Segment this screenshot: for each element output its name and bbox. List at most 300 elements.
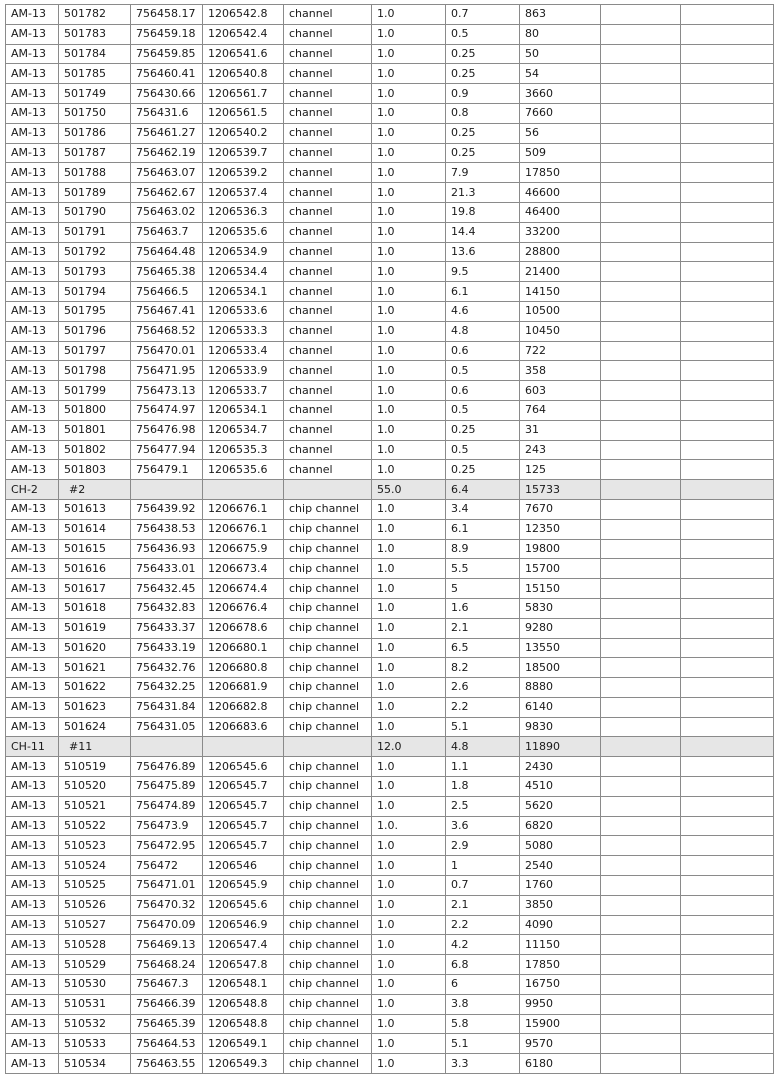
cell-grade: 3.3 (446, 1054, 520, 1074)
cell-value: 4090 (520, 915, 601, 935)
cell-sample-type: chip channel (284, 856, 372, 876)
cell-value: 6180 (520, 1054, 601, 1074)
cell-sample-type: channel (284, 222, 372, 242)
cell-length: 1.0 (372, 301, 446, 321)
table-row (6, 697, 774, 717)
cell-easting: 756438.53 (131, 519, 203, 539)
cell-extra-a (601, 935, 681, 955)
cell-extra-b (681, 420, 774, 440)
cell-sample-type: channel (284, 5, 372, 25)
cell-northing: 1206536.3 (203, 202, 284, 222)
cell-easting (131, 737, 203, 757)
cell-easting: 756432.45 (131, 579, 203, 599)
cell-extra-a (601, 678, 681, 698)
table-row (6, 381, 774, 401)
cell-easting: 756469.13 (131, 935, 203, 955)
cell-extra-a (601, 1014, 681, 1034)
cell-sample-id: 510527 (59, 915, 131, 935)
cell-project: AM-13 (6, 242, 59, 262)
cell-length: 55.0 (372, 480, 446, 500)
cell-grade: 5.5 (446, 559, 520, 579)
cell-extra-b (681, 955, 774, 975)
cell-sample-id: 510532 (59, 1014, 131, 1034)
cell-length: 1.0 (372, 222, 446, 242)
table-row (6, 64, 774, 84)
cell-northing: 1206540.2 (203, 123, 284, 143)
cell-easting: 756466.5 (131, 282, 203, 302)
cell-northing: 1206534.1 (203, 282, 284, 302)
cell-value: 19800 (520, 539, 601, 559)
table-row (6, 183, 774, 203)
cell-northing: 1206545.9 (203, 876, 284, 896)
table-row (6, 262, 774, 282)
cell-value: 358 (520, 361, 601, 381)
cell-sample-id: 501616 (59, 559, 131, 579)
cell-grade: 1.1 (446, 757, 520, 777)
cell-easting: 756476.89 (131, 757, 203, 777)
cell-sample-type: chip channel (284, 678, 372, 698)
cell-extra-a (601, 876, 681, 896)
cell-grade: 19.8 (446, 202, 520, 222)
cell-northing (203, 737, 284, 757)
cell-extra-a (601, 341, 681, 361)
document-page (5, 4, 774, 1074)
cell-northing: 1206534.1 (203, 400, 284, 420)
cell-grade: 2.1 (446, 618, 520, 638)
cell-project: AM-13 (6, 579, 59, 599)
cell-extra-a (601, 321, 681, 341)
cell-extra-b (681, 658, 774, 678)
cell-sample-type: channel (284, 262, 372, 282)
cell-project: AM-13 (6, 499, 59, 519)
table-row (6, 301, 774, 321)
cell-sample-type: chip channel (284, 499, 372, 519)
cell-northing: 1206549.1 (203, 1034, 284, 1054)
cell-northing: 1206676.1 (203, 519, 284, 539)
cell-value: 5830 (520, 598, 601, 618)
cell-extra-b (681, 796, 774, 816)
cell-grade: 6.1 (446, 519, 520, 539)
cell-sample-id: 501749 (59, 84, 131, 104)
cell-grade: 4.6 (446, 301, 520, 321)
cell-sample-id: 501802 (59, 440, 131, 460)
cell-value: 2430 (520, 757, 601, 777)
cell-grade: 5.1 (446, 717, 520, 737)
cell-length: 1.0 (372, 598, 446, 618)
cell-project: AM-13 (6, 460, 59, 480)
cell-easting: 756463.02 (131, 202, 203, 222)
table-row (6, 658, 774, 678)
cell-value: 28800 (520, 242, 601, 262)
table-row (6, 242, 774, 262)
cell-easting (131, 480, 203, 500)
cell-length: 1.0 (372, 242, 446, 262)
cell-grade: 2.2 (446, 697, 520, 717)
cell-grade: 3.6 (446, 816, 520, 836)
cell-grade: 1.6 (446, 598, 520, 618)
cell-easting: 756460.41 (131, 64, 203, 84)
cell-sample-type: channel (284, 282, 372, 302)
cell-project: CH-2 (6, 480, 59, 500)
cell-length: 1.0 (372, 163, 446, 183)
cell-sample-type: channel (284, 64, 372, 84)
cell-grade: 0.25 (446, 143, 520, 163)
cell-northing: 1206545.7 (203, 816, 284, 836)
cell-northing: 1206545.6 (203, 895, 284, 915)
table-row (6, 638, 774, 658)
cell-northing: 1206548.8 (203, 994, 284, 1014)
cell-project: AM-13 (6, 559, 59, 579)
cell-value: 16750 (520, 975, 601, 995)
cell-extra-a (601, 915, 681, 935)
cell-extra-a (601, 163, 681, 183)
cell-easting: 756430.66 (131, 84, 203, 104)
cell-extra-b (681, 579, 774, 599)
cell-grade: 4.8 (446, 737, 520, 757)
cell-project: AM-13 (6, 777, 59, 797)
table-row (6, 400, 774, 420)
cell-value: 603 (520, 381, 601, 401)
cell-sample-id: 501620 (59, 638, 131, 658)
cell-extra-a (601, 381, 681, 401)
cell-sample-id: #2 (59, 480, 131, 500)
cell-length: 1.0 (372, 381, 446, 401)
cell-length: 1.0 (372, 460, 446, 480)
cell-easting: 756465.39 (131, 1014, 203, 1034)
cell-project: AM-13 (6, 856, 59, 876)
cell-length: 1.0 (372, 103, 446, 123)
table-row (6, 935, 774, 955)
cell-extra-b (681, 44, 774, 64)
cell-northing: 1206545.7 (203, 836, 284, 856)
cell-length: 1.0 (372, 935, 446, 955)
cell-project: AM-13 (6, 262, 59, 282)
cell-value: 4510 (520, 777, 601, 797)
table-row (6, 222, 774, 242)
cell-sample-type: chip channel (284, 598, 372, 618)
cell-project: AM-13 (6, 84, 59, 104)
cell-length: 1.0 (372, 84, 446, 104)
cell-extra-b (681, 777, 774, 797)
cell-sample-type: channel (284, 143, 372, 163)
cell-extra-a (601, 440, 681, 460)
cell-sample-type: chip channel (284, 519, 372, 539)
cell-extra-b (681, 539, 774, 559)
cell-sample-id: 510529 (59, 955, 131, 975)
cell-sample-type: channel (284, 420, 372, 440)
cell-sample-id: 501796 (59, 321, 131, 341)
cell-easting: 756467.41 (131, 301, 203, 321)
cell-extra-a (601, 658, 681, 678)
cell-easting: 756470.01 (131, 341, 203, 361)
cell-length: 1.0 (372, 64, 446, 84)
cell-extra-a (601, 44, 681, 64)
cell-length: 1.0 (372, 955, 446, 975)
cell-grade: 9.5 (446, 262, 520, 282)
cell-project: AM-13 (6, 618, 59, 638)
cell-sample-type: channel (284, 460, 372, 480)
cell-project: AM-13 (6, 361, 59, 381)
cell-sample-type: channel (284, 242, 372, 262)
cell-extra-b (681, 816, 774, 836)
cell-length: 1.0 (372, 361, 446, 381)
cell-length: 1.0 (372, 519, 446, 539)
table-row (6, 678, 774, 698)
cell-value: 31 (520, 420, 601, 440)
cell-extra-a (601, 24, 681, 44)
cell-value: 3850 (520, 895, 601, 915)
cell-extra-a (601, 84, 681, 104)
cell-easting: 756439.92 (131, 499, 203, 519)
cell-extra-b (681, 301, 774, 321)
cell-project: AM-13 (6, 5, 59, 25)
cell-sample-type: chip channel (284, 1054, 372, 1074)
summary-row (6, 737, 774, 757)
cell-grade: 2.2 (446, 915, 520, 935)
cell-northing: 1206547.8 (203, 955, 284, 975)
cell-sample-type: channel (284, 301, 372, 321)
cell-extra-a (601, 1034, 681, 1054)
cell-project: AM-13 (6, 935, 59, 955)
cell-sample-id: 510534 (59, 1054, 131, 1074)
cell-sample-id: 501783 (59, 24, 131, 44)
cell-project: AM-13 (6, 836, 59, 856)
cell-grade: 1 (446, 856, 520, 876)
cell-sample-id: 501614 (59, 519, 131, 539)
cell-sample-id: 501792 (59, 242, 131, 262)
cell-sample-id: 501787 (59, 143, 131, 163)
cell-extra-b (681, 103, 774, 123)
cell-sample-id: 501803 (59, 460, 131, 480)
cell-northing: 1206541.6 (203, 44, 284, 64)
cell-length: 1.0 (372, 440, 446, 460)
cell-northing: 1206539.7 (203, 143, 284, 163)
cell-easting: 756471.95 (131, 361, 203, 381)
cell-easting: 756431.05 (131, 717, 203, 737)
cell-easting: 756475.89 (131, 777, 203, 797)
cell-easting: 756464.48 (131, 242, 203, 262)
cell-length: 1.0 (372, 1054, 446, 1074)
cell-sample-id: 501784 (59, 44, 131, 64)
cell-value: 9830 (520, 717, 601, 737)
cell-value: 17850 (520, 163, 601, 183)
table-row (6, 321, 774, 341)
table-row (6, 816, 774, 836)
cell-value: 56 (520, 123, 601, 143)
cell-sample-id: 501791 (59, 222, 131, 242)
cell-grade: 0.6 (446, 381, 520, 401)
cell-sample-id: 510525 (59, 876, 131, 896)
cell-northing: 1206533.9 (203, 361, 284, 381)
cell-northing: 1206676.4 (203, 598, 284, 618)
cell-northing: 1206535.3 (203, 440, 284, 460)
cell-value: 722 (520, 341, 601, 361)
cell-sample-id: 501785 (59, 64, 131, 84)
cell-extra-b (681, 856, 774, 876)
cell-length: 1.0 (372, 183, 446, 203)
cell-length: 1.0 (372, 579, 446, 599)
cell-sample-id: 501801 (59, 420, 131, 440)
cell-sample-type: channel (284, 163, 372, 183)
cell-sample-type: chip channel (284, 618, 372, 638)
cell-value: 46400 (520, 202, 601, 222)
cell-grade: 2.9 (446, 836, 520, 856)
cell-grade: 0.5 (446, 440, 520, 460)
table-row (6, 796, 774, 816)
cell-extra-a (601, 123, 681, 143)
cell-extra-b (681, 499, 774, 519)
cell-extra-a (601, 559, 681, 579)
cell-sample-id: 501782 (59, 5, 131, 25)
table-body (6, 5, 774, 1074)
cell-sample-id: 501800 (59, 400, 131, 420)
cell-extra-a (601, 539, 681, 559)
cell-grade: 7.9 (446, 163, 520, 183)
cell-northing: 1206561.5 (203, 103, 284, 123)
cell-extra-a (601, 975, 681, 995)
cell-easting: 756432.25 (131, 678, 203, 698)
cell-value: 1760 (520, 876, 601, 896)
cell-length: 1.0 (372, 994, 446, 1014)
cell-extra-b (681, 737, 774, 757)
cell-grade: 0.25 (446, 123, 520, 143)
cell-extra-a (601, 420, 681, 440)
cell-length: 12.0 (372, 737, 446, 757)
cell-project: AM-13 (6, 381, 59, 401)
table-row (6, 460, 774, 480)
cell-grade: 8.9 (446, 539, 520, 559)
cell-sample-id: 510522 (59, 816, 131, 836)
cell-sample-id: 501618 (59, 598, 131, 618)
cell-grade: 0.7 (446, 876, 520, 896)
cell-value: 14150 (520, 282, 601, 302)
table-row (6, 836, 774, 856)
table-row (6, 1034, 774, 1054)
table-row (6, 143, 774, 163)
cell-easting: 756474.97 (131, 400, 203, 420)
cell-project: AM-13 (6, 519, 59, 539)
cell-easting: 756472.95 (131, 836, 203, 856)
cell-easting: 756436.93 (131, 539, 203, 559)
cell-easting: 756477.94 (131, 440, 203, 460)
table-row (6, 915, 774, 935)
cell-extra-a (601, 579, 681, 599)
cell-northing: 1206675.9 (203, 539, 284, 559)
cell-sample-type: chip channel (284, 955, 372, 975)
cell-northing: 1206534.4 (203, 262, 284, 282)
cell-project: CH-11 (6, 737, 59, 757)
cell-grade: 6.4 (446, 480, 520, 500)
cell-length: 1.0. (372, 816, 446, 836)
cell-length: 1.0 (372, 796, 446, 816)
cell-sample-type: channel (284, 440, 372, 460)
cell-project: AM-13 (6, 123, 59, 143)
cell-sample-id: 510526 (59, 895, 131, 915)
cell-length: 1.0 (372, 678, 446, 698)
cell-sample-type: channel (284, 202, 372, 222)
cell-value: 9950 (520, 994, 601, 1014)
cell-northing: 1206542.4 (203, 24, 284, 44)
cell-project: AM-13 (6, 717, 59, 737)
cell-value: 54 (520, 64, 601, 84)
cell-extra-b (681, 915, 774, 935)
cell-easting: 756459.18 (131, 24, 203, 44)
cell-northing: 1206545.7 (203, 777, 284, 797)
cell-grade: 14.4 (446, 222, 520, 242)
cell-easting: 756461.27 (131, 123, 203, 143)
cell-project: AM-13 (6, 915, 59, 935)
cell-project: AM-13 (6, 301, 59, 321)
cell-extra-b (681, 480, 774, 500)
cell-grade: 0.5 (446, 24, 520, 44)
cell-easting: 756433.37 (131, 618, 203, 638)
cell-northing (203, 480, 284, 500)
cell-grade: 0.8 (446, 103, 520, 123)
cell-project: AM-13 (6, 1034, 59, 1054)
cell-extra-b (681, 242, 774, 262)
cell-value: 15900 (520, 1014, 601, 1034)
cell-sample-type: chip channel (284, 796, 372, 816)
cell-project: AM-13 (6, 321, 59, 341)
cell-length: 1.0 (372, 975, 446, 995)
cell-sample-type: channel (284, 183, 372, 203)
cell-project: AM-13 (6, 202, 59, 222)
cell-length: 1.0 (372, 658, 446, 678)
cell-grade: 6.1 (446, 282, 520, 302)
table-row (6, 598, 774, 618)
cell-sample-id: 501797 (59, 341, 131, 361)
table-row (6, 519, 774, 539)
cell-extra-b (681, 638, 774, 658)
cell-sample-type: channel (284, 381, 372, 401)
cell-easting: 756473.13 (131, 381, 203, 401)
cell-sample-id: 501623 (59, 697, 131, 717)
cell-sample-type: chip channel (284, 915, 372, 935)
cell-sample-type: chip channel (284, 757, 372, 777)
cell-northing: 1206547.4 (203, 935, 284, 955)
cell-value: 12350 (520, 519, 601, 539)
cell-easting: 756432.76 (131, 658, 203, 678)
cell-easting: 756459.85 (131, 44, 203, 64)
cell-project: AM-13 (6, 282, 59, 302)
cell-extra-a (601, 222, 681, 242)
cell-sample-id: 510531 (59, 994, 131, 1014)
cell-sample-type: channel (284, 321, 372, 341)
cell-extra-b (681, 341, 774, 361)
cell-length: 1.0 (372, 895, 446, 915)
cell-sample-id: 501799 (59, 381, 131, 401)
table-row (6, 44, 774, 64)
cell-length: 1.0 (372, 757, 446, 777)
cell-grade: 0.25 (446, 420, 520, 440)
cell-sample-type: chip channel (284, 697, 372, 717)
cell-project: AM-13 (6, 24, 59, 44)
cell-length: 1.0 (372, 321, 446, 341)
cell-project: AM-13 (6, 638, 59, 658)
cell-sample-id: 510523 (59, 836, 131, 856)
cell-northing: 1206535.6 (203, 222, 284, 242)
cell-extra-b (681, 836, 774, 856)
cell-sample-id: 501617 (59, 579, 131, 599)
cell-project: AM-13 (6, 183, 59, 203)
table-row (6, 579, 774, 599)
cell-sample-type: channel (284, 84, 372, 104)
cell-length: 1.0 (372, 717, 446, 737)
cell-easting: 756462.67 (131, 183, 203, 203)
cell-extra-b (681, 361, 774, 381)
cell-extra-b (681, 994, 774, 1014)
cell-sample-id: 510524 (59, 856, 131, 876)
